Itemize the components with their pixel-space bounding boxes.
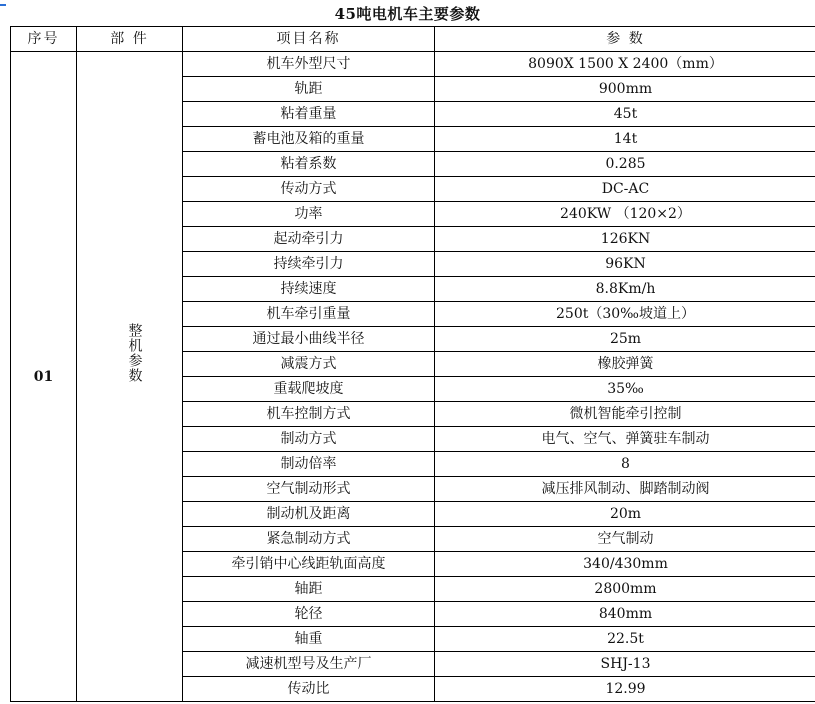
- header-seq: 序号: [11, 27, 77, 52]
- parameters-table: [10, 26, 815, 702]
- param-value-cell: 微机智能牵引控制: [435, 402, 815, 427]
- item-name-cell: 重载爬坡度: [183, 377, 435, 402]
- param-value-cell: 240KW （120×2）: [435, 202, 815, 227]
- param-value-cell: SHJ-13: [435, 652, 815, 677]
- item-name-cell: 减速机型号及生产厂: [183, 652, 435, 677]
- item-name-cell: 制动方式: [183, 427, 435, 452]
- item-name-cell: 持续牵引力: [183, 252, 435, 277]
- param-value-cell: 35‰: [435, 377, 815, 402]
- item-name-cell: 轴距: [183, 577, 435, 602]
- part-cell: [77, 52, 183, 702]
- item-name-cell: 粘着重量: [183, 102, 435, 127]
- header-item: 项目名称: [183, 27, 435, 52]
- param-value-cell: 20m: [435, 502, 815, 527]
- param-value-cell: 840mm: [435, 602, 815, 627]
- item-name-cell: 紧急制动方式: [183, 527, 435, 552]
- table-row: [11, 52, 815, 77]
- item-name-cell: 制动机及距离: [183, 502, 435, 527]
- item-name-cell: 空气制动形式: [183, 477, 435, 502]
- item-name-cell: 通过最小曲线半径: [183, 327, 435, 352]
- item-name-cell: 机车控制方式: [183, 402, 435, 427]
- param-value-cell: 8.8Km/h: [435, 277, 815, 302]
- param-value-cell: 8090X 1500 X 2400（mm）: [435, 52, 815, 77]
- part-label: 整机参数: [126, 322, 143, 383]
- item-name-cell: 持续速度: [183, 277, 435, 302]
- seq-cell: 01: [11, 52, 77, 702]
- param-value-cell: 减压排风制动、脚踏制动阀: [435, 477, 815, 502]
- param-value-cell: 14t: [435, 127, 815, 152]
- header-part: 部 件: [77, 27, 183, 52]
- header-param: 参 数: [435, 27, 815, 52]
- document-title: 45吨电机车主要参数: [334, 5, 481, 23]
- param-value-cell: 12.99: [435, 677, 815, 702]
- param-value-cell: 250t（30‰坡道上）: [435, 302, 815, 327]
- param-value-cell: 96KN: [435, 252, 815, 277]
- param-value-cell: 126KN: [435, 227, 815, 252]
- item-name-cell: 轨距: [183, 77, 435, 102]
- param-value-cell: 340/430mm: [435, 552, 815, 577]
- param-value-cell: 橡胶弹簧: [435, 352, 815, 377]
- param-value-cell: 45t: [435, 102, 815, 127]
- item-name-cell: 牵引销中心线距轨面高度: [183, 552, 435, 577]
- item-name-cell: 蓄电池及箱的重量: [183, 127, 435, 152]
- param-value-cell: 2800mm: [435, 577, 815, 602]
- param-value-cell: DC-AC: [435, 177, 815, 202]
- item-name-cell: 轴重: [183, 627, 435, 652]
- item-name-cell: 粘着系数: [183, 152, 435, 177]
- header-row: [11, 27, 815, 52]
- item-name-cell: 机车外型尺寸: [183, 52, 435, 77]
- param-value-cell: 电气、空气、弹簧驻车制动: [435, 427, 815, 452]
- item-name-cell: 减震方式: [183, 352, 435, 377]
- param-value-cell: 空气制动: [435, 527, 815, 552]
- item-name-cell: 功率: [183, 202, 435, 227]
- param-value-cell: 0.285: [435, 152, 815, 177]
- item-name-cell: 传动比: [183, 677, 435, 702]
- item-name-cell: 制动倍率: [183, 452, 435, 477]
- item-name-cell: 起动牵引力: [183, 227, 435, 252]
- item-name-cell: 机车牵引重量: [183, 302, 435, 327]
- param-value-cell: 22.5t: [435, 627, 815, 652]
- param-value-cell: 900mm: [435, 77, 815, 102]
- item-name-cell: 传动方式: [183, 177, 435, 202]
- item-name-cell: 轮径: [183, 602, 435, 627]
- param-value-cell: 25m: [435, 327, 815, 352]
- param-value-cell: 8: [435, 452, 815, 477]
